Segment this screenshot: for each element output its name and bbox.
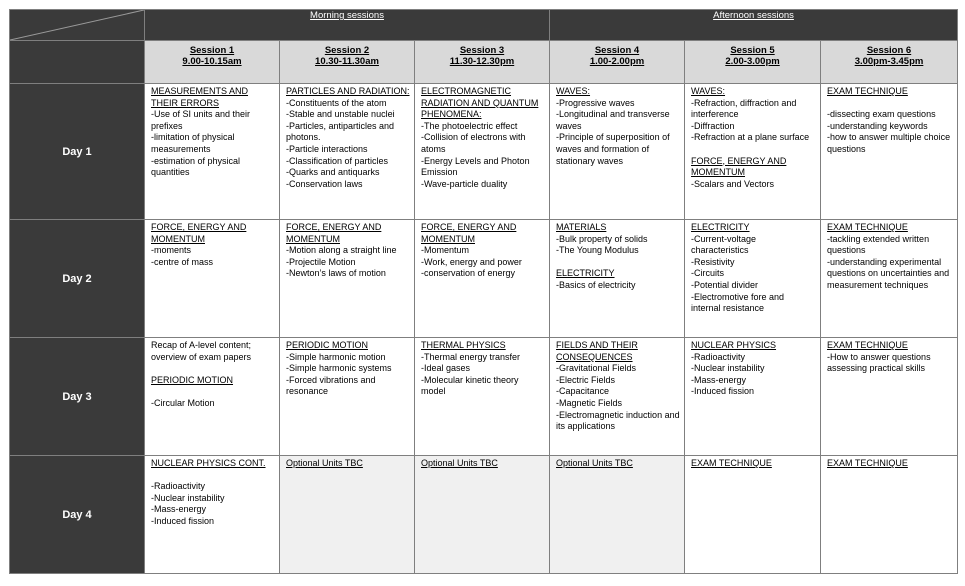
topic-item: -Bulk property of solids	[556, 233, 648, 244]
day-label: Day 2	[10, 220, 145, 338]
topic-item: -Wave-particle duality	[421, 178, 508, 189]
session-cell	[280, 456, 415, 574]
topic-item: -Circular Motion	[151, 397, 215, 408]
topic-item: -Circuits	[691, 268, 725, 279]
topic-item: -Projectile Motion	[286, 256, 356, 267]
topic-item: -Conservation laws	[286, 178, 363, 189]
line-gap	[827, 98, 953, 110]
topic-heading: FIELDS AND THEIR CONSEQUENCES	[556, 340, 638, 362]
line-gap	[151, 470, 275, 482]
topic-item: -Momentum	[421, 245, 470, 256]
topic-item: -Electromotive fore and internal resistance	[691, 291, 785, 314]
topic-item: -moments	[151, 245, 192, 256]
morning-sessions-header: Morning sessions	[145, 10, 550, 41]
topic-item: -Refraction at a plane surface	[691, 132, 810, 143]
line-gap	[691, 144, 816, 156]
topic-item: -conservation of energy	[421, 268, 516, 279]
topic-item: -Electromagnetic induction and its applications	[556, 409, 680, 432]
corner-cell	[10, 10, 145, 41]
topic-heading: FORCE, ENERGY AND MOMENTUM	[691, 155, 787, 178]
day-label: Day 1	[10, 84, 145, 220]
topic-heading: EXAM TECHNIQUE	[691, 458, 772, 468]
topic-heading: THERMAL PHYSICS	[421, 340, 506, 350]
topic-item: -Basics of electricity	[556, 279, 636, 290]
topic-item: -Refraction, diffraction and interference	[691, 97, 797, 120]
topic-item: -The photoelectric effect	[421, 120, 518, 131]
topic-item: -Radioactivity	[691, 351, 746, 362]
timetable	[9, 9, 958, 574]
topic-item: -Newton’s laws of motion	[286, 268, 386, 279]
topic-heading: ELECTRICITY	[556, 268, 615, 279]
topic-item: -Ideal gases	[421, 363, 471, 374]
session-header-2: Session 2 10.30-11.30am	[280, 41, 415, 84]
session-cell	[415, 220, 550, 338]
line-gap	[556, 257, 680, 269]
topic-item: -Constituents of the atom	[286, 97, 387, 108]
topic-item: -Motion along a straight line	[286, 245, 397, 256]
afternoon-sessions-header: Afternoon sessions	[550, 10, 958, 41]
session-cell	[145, 220, 280, 338]
topic-heading: EXAM TECHNIQUE	[827, 86, 908, 96]
topic-item: -Use of SI units and their prefixes	[151, 109, 251, 131]
session-header-4: Session 4 1.00-2.00pm	[550, 41, 685, 84]
topic-heading: MATERIALS	[556, 222, 607, 232]
topic-item: -Quarks and antiquarks	[286, 167, 380, 178]
topic-item: -Gravitational Fields	[556, 363, 637, 374]
day-row	[10, 456, 958, 574]
topic-item: -Current-voltage characteristics	[691, 233, 757, 256]
topic-item: -Capacitance	[556, 386, 610, 397]
session-cell	[145, 338, 280, 456]
session-header-1: Session 1 9.00-10.15am	[145, 41, 280, 84]
topic-item: -Magnetic Fields	[556, 397, 623, 408]
session-cell	[415, 84, 550, 220]
session-cell	[685, 456, 821, 574]
topic-heading: ELECTROMAGNETIC RADIATION AND QUANTUM PHENOMENA:	[421, 86, 539, 120]
day-row	[10, 84, 958, 220]
session-header-3: Session 3 11.30-12.30pm	[415, 41, 550, 84]
topic-item: -how to answer multiple choice questions	[827, 132, 951, 154]
session-header-blank	[10, 41, 145, 84]
topic-item: -Electric Fields	[556, 374, 616, 385]
session-cell	[280, 220, 415, 338]
day-label: Day 4	[10, 456, 145, 574]
topic-item: -How to answer questions assessing practical skills	[827, 351, 931, 374]
topic-item: -tackling extended written questions	[827, 233, 930, 256]
line-gap	[151, 363, 275, 375]
topic-heading: WAVES:	[556, 86, 591, 96]
session-cell	[685, 84, 821, 220]
topic-item: -limitation of physical measurements	[151, 132, 235, 154]
topic-heading: PERIODIC MOTION	[151, 374, 234, 385]
topic-item: -Thermal energy transfer	[421, 351, 521, 362]
topic-item: -Longitudinal and transverse waves	[556, 109, 670, 131]
topic-item: -Nuclear instability	[151, 492, 225, 503]
topic-item: -Principle of superposition of waves and formation of stationary waves	[556, 132, 670, 166]
session-cell	[550, 220, 685, 338]
session-cell	[821, 456, 958, 574]
topic-heading: NUCLEAR PHYSICS	[691, 340, 777, 350]
topic-heading: ELECTRICITY	[691, 222, 750, 232]
session-cell	[145, 84, 280, 220]
topic-heading: PERIODIC MOTION	[286, 340, 369, 350]
topic-item: -Induced fission	[151, 515, 215, 526]
session-cell	[821, 84, 958, 220]
topic-item: -estimation of physical quantities	[151, 155, 241, 178]
topic-item: Recap of A-level content; overview of exam papers	[151, 340, 252, 362]
topic-item: -Particle interactions	[286, 143, 368, 154]
topic-heading: EXAM TECHNIQUE	[827, 340, 908, 350]
topic-item: -Simple harmonic systems	[286, 363, 392, 374]
day-row	[10, 220, 958, 338]
topic-item: -Progressive waves	[556, 97, 635, 108]
topic-item: -Nuclear instability	[691, 363, 765, 374]
topic-item: -Radioactivity	[151, 481, 206, 492]
topic-item: -Particles, antiparticles and photons.	[286, 120, 395, 143]
topic-item: -Resistivity	[691, 256, 735, 267]
session-cell	[685, 220, 821, 338]
topic-item: -Forced vibrations and resonance	[286, 374, 376, 397]
topic-heading: NUCLEAR PHYSICS CONT.	[151, 458, 266, 468]
topic-item: -Work, energy and power	[421, 256, 522, 267]
topic-heading: FORCE, ENERGY AND MOMENTUM	[151, 222, 247, 244]
topic-item: -Energy Levels and Photon Emission	[421, 155, 530, 178]
session-cell	[280, 84, 415, 220]
line-gap	[151, 386, 275, 398]
topic-item: -Induced fission	[691, 386, 755, 397]
topic-item: -Molecular kinetic theory model	[421, 374, 519, 397]
topic-item: -Collision of electrons with atoms	[421, 132, 526, 154]
session-cell	[550, 456, 685, 574]
topic-item: -understanding experimental questions on uncertainties and measurement techniques	[827, 256, 950, 290]
session-cell	[145, 456, 280, 574]
topic-item: -The Young Modulus	[556, 245, 639, 256]
topic-item: -Scalars and Vectors	[691, 178, 775, 189]
session-cell	[550, 338, 685, 456]
session-cell	[415, 338, 550, 456]
diagonal-line	[10, 10, 144, 40]
topic-heading: FORCE, ENERGY AND MOMENTUM	[286, 222, 382, 244]
topic-item: -Potential divider	[691, 279, 759, 290]
session-header-6: Session 6 3.00pm-3.45pm	[821, 41, 958, 84]
topic-heading: FORCE, ENERGY AND MOMENTUM	[421, 222, 517, 244]
topic-item: -understanding keywords	[827, 120, 928, 131]
topic-heading: WAVES:	[691, 86, 726, 96]
topic-item: -Classification of particles	[286, 155, 389, 166]
session-cell	[821, 338, 958, 456]
topic-item: -Simple harmonic motion	[286, 351, 386, 362]
topic-item: -Mass-energy	[151, 504, 207, 515]
topic-heading: EXAM TECHNIQUE	[827, 222, 908, 232]
session-header-5: Session 5 2.00-3.00pm	[685, 41, 821, 84]
topic-heading: MEASUREMENTS AND THEIR ERRORS	[151, 86, 249, 108]
session-cell	[415, 456, 550, 574]
topic-heading: Optional Units TBC	[286, 458, 363, 468]
day-row	[10, 338, 958, 456]
topic-item: -dissecting exam questions	[827, 109, 936, 120]
session-cell	[821, 220, 958, 338]
topic-heading: EXAM TECHNIQUE	[827, 458, 908, 468]
topic-heading: PARTICLES AND RADIATION:	[286, 86, 410, 96]
session-cell	[685, 338, 821, 456]
topic-heading: Optional Units TBC	[421, 458, 498, 468]
session-cell	[550, 84, 685, 220]
topic-item: -Diffraction	[691, 120, 735, 131]
topic-item: -Mass-energy	[691, 374, 747, 385]
day-label: Day 3	[10, 338, 145, 456]
session-cell	[280, 338, 415, 456]
topic-heading: Optional Units TBC	[556, 458, 633, 468]
topic-item: -centre of mass	[151, 256, 214, 267]
topic-item: -Stable and unstable nuclei	[286, 109, 395, 120]
